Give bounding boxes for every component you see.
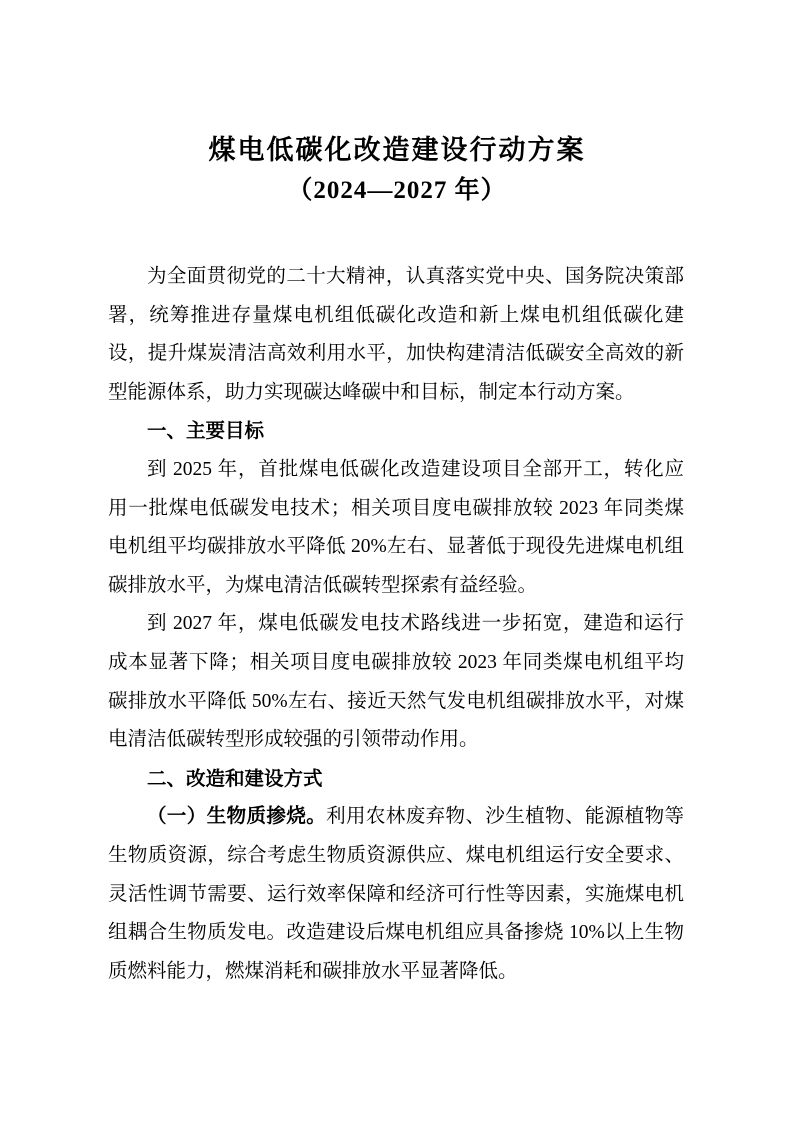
paragraph-line — [108, 798, 684, 837]
paragraph-line: 组耦合生物质发电。改造建设后煤电机组应具备掺烧 10%以上生物 — [108, 922, 684, 944]
paragraph-line: 质燃料能力，燃煤消耗和碳排放水平显著降低。 — [108, 960, 518, 982]
paragraph-line: 到 2025 年，首批煤电低碳化改造建设项目全部开工，转化应 — [147, 458, 684, 480]
section-heading-2: 二、改造和建设方式 — [147, 767, 323, 790]
paragraph-line-rest: 利用农林废弃物、沙生植物、能源植物等 — [326, 806, 684, 828]
section-heading-1: 一、主要目标 — [147, 420, 265, 443]
paragraph-line: 成本显著下降；相关项目度电碳排放较 2023 年同类煤电机组平均 — [108, 651, 684, 673]
document-title-block — [0, 130, 794, 212]
paragraph-line: 为全面贯彻党的二十大精神，认真落实党中央、国务院决策部 — [147, 266, 684, 287]
document-subtitle: （2024—2027 年） — [287, 177, 507, 204]
paragraph-line: 碳排放水平，为煤电清洁低碳转型探索有益经验。 — [108, 574, 538, 596]
paragraph-line: 设，提升煤炭清洁高效利用水平，加快构建清洁低碳安全高效的新 — [108, 343, 684, 365]
paragraph-line: 署，统筹推进存量煤电机组低碳化改造和新上煤电机组低碳化建 — [108, 304, 684, 326]
paragraph-line: 碳排放水平降低 50%左右、接近天然气发电机组碳排放水平，对煤 — [108, 690, 684, 712]
paragraph-line: 灵活性调节需要、运行效率保障和经济可行性等因素，实施煤电机 — [108, 883, 684, 905]
paragraph-line: 电清洁低碳转型形成较强的引领带动作用。 — [108, 729, 479, 751]
list-item-lead: （一）生物质掺烧。 — [147, 806, 327, 828]
paragraph-line: 型能源体系，助力实现碳达峰碳中和目标，制定本行动方案。 — [108, 381, 635, 403]
document-title: 煤电低碳化改造建设行动方案 — [208, 135, 586, 165]
document-body — [108, 258, 684, 991]
paragraph-line: 到 2027 年，煤电低碳发电技术路线进一步拓宽，建造和运行 — [147, 613, 684, 635]
paragraph-line: 生物质资源，综合考虑生物质资源供应、煤电机组运行安全要求、 — [108, 844, 684, 866]
paragraph-line: 电机组平均碳排放水平降低 20%左右、显著低于现役先进煤电机组 — [108, 536, 684, 558]
paragraph-line: 用一批煤电低碳发电技术；相关项目度电碳排放较 2023 年同类煤 — [108, 497, 684, 519]
